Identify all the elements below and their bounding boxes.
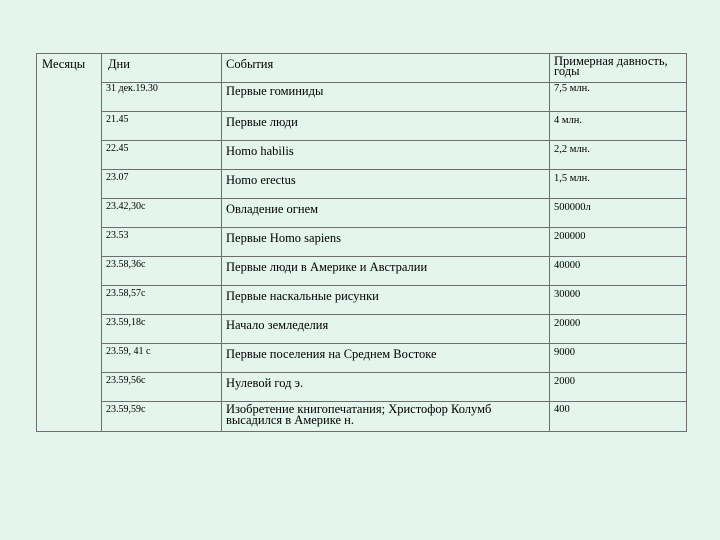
month-cell: [37, 257, 102, 286]
table-row: [37, 402, 687, 432]
day-cell: 23.58,57с: [102, 286, 222, 315]
age-cell: 9000: [550, 344, 687, 373]
month-cell: [37, 228, 102, 257]
age-cell: 400: [550, 402, 687, 432]
table-row: [37, 199, 687, 228]
month-cell: [37, 373, 102, 402]
day-cell: 22.45: [102, 141, 222, 170]
table-row: [37, 112, 687, 141]
event-cell: Первые гоминиды: [222, 83, 550, 112]
month-cell: [37, 170, 102, 199]
month-cell: [37, 112, 102, 141]
event-cell: Нулевой год э.: [222, 373, 550, 402]
event-cell: Первые наскальные рисунки: [222, 286, 550, 315]
month-cell: [37, 83, 102, 112]
day-cell: 23.42,30с: [102, 199, 222, 228]
age-cell: 1,5 млн.: [550, 170, 687, 199]
event-cell: Первые Homo sapiens: [222, 228, 550, 257]
event-cell: Первые люди в Америке и Австралии: [222, 257, 550, 286]
age-cell: 2000: [550, 373, 687, 402]
age-cell: 2,2 млн.: [550, 141, 687, 170]
table-row: [37, 228, 687, 257]
table-row: [37, 286, 687, 315]
header-age: Примерная давность, годы: [550, 54, 687, 83]
day-cell: 23.58,36с: [102, 257, 222, 286]
age-cell: 30000: [550, 286, 687, 315]
header-month: Месяцы: [37, 54, 102, 83]
month-cell: [37, 199, 102, 228]
table-row: [37, 344, 687, 373]
day-cell: 23.07: [102, 170, 222, 199]
day-cell: 31 дек.19.30: [102, 83, 222, 112]
event-cell: Овладение огнем: [222, 199, 550, 228]
header-event: События: [222, 54, 550, 83]
month-cell: [37, 141, 102, 170]
age-cell: 40000: [550, 257, 687, 286]
day-cell: 23.59,59с: [102, 402, 222, 432]
table-row: [37, 141, 687, 170]
month-cell: [37, 402, 102, 432]
day-cell: 23.59,18с: [102, 315, 222, 344]
age-cell: 500000л: [550, 199, 687, 228]
age-cell: 200000: [550, 228, 687, 257]
table-row: [37, 315, 687, 344]
day-cell: 21.45: [102, 112, 222, 141]
month-cell: [37, 344, 102, 373]
timeline-table: [36, 53, 687, 432]
event-cell: Первые поселения на Среднем Востоке: [222, 344, 550, 373]
table-row: [37, 373, 687, 402]
event-cell: Homo erectus: [222, 170, 550, 199]
event-cell: Изобретение книгопечатания; Христофор Колумб высадился в Америке н.: [222, 402, 550, 432]
table-row: [37, 257, 687, 286]
table-row: [37, 170, 687, 199]
month-cell: [37, 286, 102, 315]
age-cell: 4 млн.: [550, 112, 687, 141]
day-cell: 23.59,56с: [102, 373, 222, 402]
month-cell: [37, 315, 102, 344]
age-cell: 7,5 млн.: [550, 83, 687, 112]
day-cell: 23.53: [102, 228, 222, 257]
age-cell: 20000: [550, 315, 687, 344]
event-cell: Первые люди: [222, 112, 550, 141]
header-row: [37, 54, 687, 83]
header-day: Дни: [102, 54, 222, 83]
table-row: [37, 83, 687, 112]
event-cell: Homo habilis: [222, 141, 550, 170]
day-cell: 23.59, 41 с: [102, 344, 222, 373]
event-cell: Начало земледелия: [222, 315, 550, 344]
